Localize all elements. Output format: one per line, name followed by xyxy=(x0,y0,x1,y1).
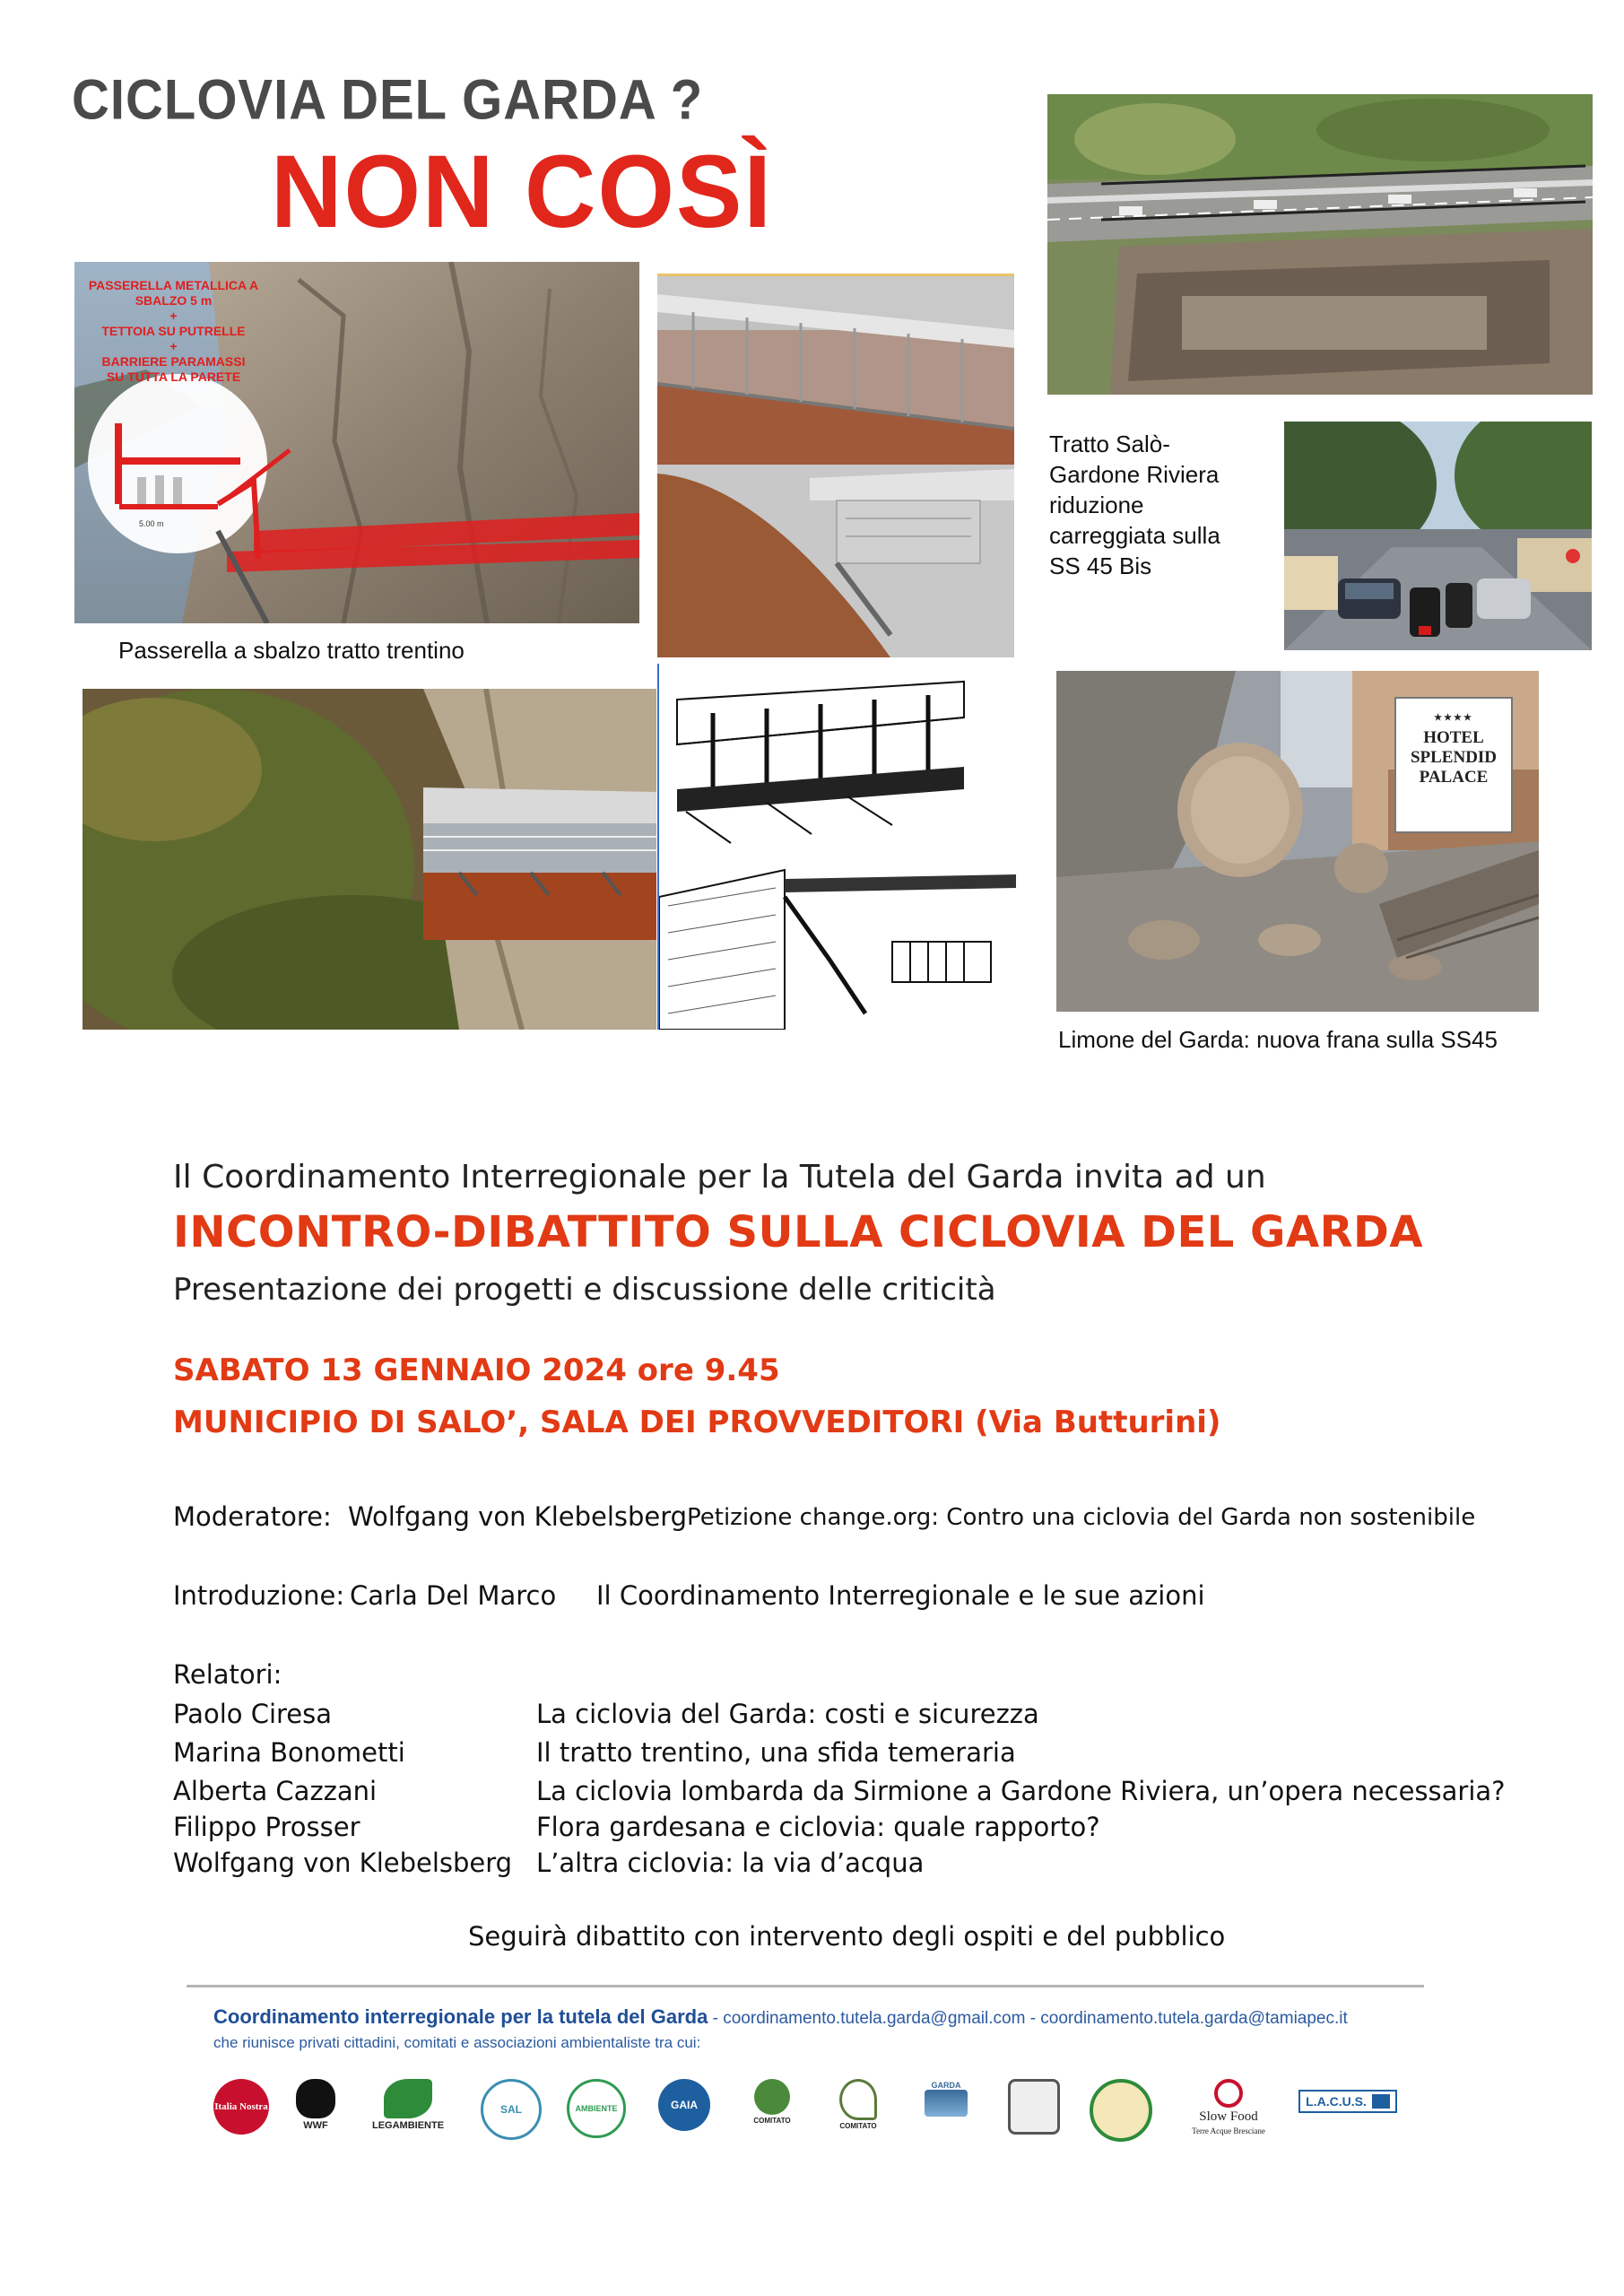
italia-nostra-logo xyxy=(210,2079,273,2135)
slow-food-logo xyxy=(1175,2079,1282,2135)
snail-icon xyxy=(1214,2079,1243,2108)
sal-logo xyxy=(480,2079,543,2140)
event-date: SABATO 13 GENNAIO 2024 ore 9.45 xyxy=(173,1352,780,1388)
render-walkway-photo xyxy=(657,274,1014,657)
garda-sostenibile-logo xyxy=(915,2079,977,2117)
poster-question-title: CICLOVIA DEL GARDA ? xyxy=(72,68,704,132)
gaia-mark: GAIA xyxy=(658,2079,710,2131)
overlay-line-5: SU TUTTA LA PARETE xyxy=(106,370,241,384)
footer-divider xyxy=(187,1985,1424,1987)
overlay-line-1: PASSERELLA METALLICA A xyxy=(88,278,259,292)
overlay-line-4: BARRIERE PARAMASSI xyxy=(101,354,246,369)
invite-line: Il Coordinamento Interregionale per la Tutela del Garda invita ad un xyxy=(173,1159,1266,1196)
speaker-name: Alberta Cazzani xyxy=(173,1776,378,1806)
speakers-label: Relatori: xyxy=(173,1659,282,1690)
footer-emails[interactable]: - coordinamento.tutela.garda@gmail.com - coordinamento.tutela.garda@tamiapec.it xyxy=(708,2009,1348,2028)
technical-drawing xyxy=(657,664,1016,1030)
hotel-sign-stars: ★★★★ xyxy=(1434,713,1473,723)
garda-ambiente-mark: AMBIENTE xyxy=(567,2079,626,2138)
swirl-icon xyxy=(839,2079,877,2120)
association-logo xyxy=(1003,2079,1065,2135)
svg-text:5.00 m: 5.00 m xyxy=(139,519,164,528)
intro-name: Carla Del Marco xyxy=(350,1580,557,1611)
wave-icon xyxy=(925,2090,968,2117)
speaker-topic: La ciclovia lombarda da Sirmione a Gardone Riviera, un’opera necessaria? xyxy=(536,1776,1506,1806)
moderator-label: Moderatore: xyxy=(173,1501,332,1532)
speaker-topic: Il tratto trentino, una sfida temeraria xyxy=(536,1737,1016,1768)
wwf-logo xyxy=(289,2079,343,2131)
garda-ambiente-logo xyxy=(565,2079,628,2138)
garda-sostenibile-label: GARDA xyxy=(931,2081,961,2090)
footer-organization-name: Coordinamento interregionale per la tutela del Garda xyxy=(213,2005,708,2028)
leaf-icon xyxy=(384,2079,432,2118)
event-location: MUNICIPIO DI SALO’, SALA DEI PROVVEDITORI (Via Butturini) xyxy=(173,1405,1221,1440)
italia-nostra-mark: Italia Nostra xyxy=(213,2079,269,2135)
sal-mark: SAL xyxy=(481,2079,542,2140)
tree-icon xyxy=(754,2079,790,2115)
comitato-sviluppo-label: COMITATO xyxy=(839,2122,877,2130)
slow-food-label: Slow Food xyxy=(1199,2109,1258,2124)
lacus-label: L.A.C.U.S. xyxy=(1306,2094,1367,2109)
footer-subtitle: che riunisce privati cittadini, comitati e associazioni ambientaliste tra cui: xyxy=(213,2034,701,2051)
forest-walkway-photo xyxy=(83,689,656,1030)
hotel-sign xyxy=(1395,709,1512,787)
event-subheading: Presentazione dei progetti e discussione delle criticità xyxy=(173,1272,996,1308)
caption-trentino: Passerella a sbalzo tratto trentino xyxy=(118,637,465,664)
speaker-topic: La ciclovia del Garda: costi e sicurezza xyxy=(536,1699,1039,1729)
hotel-sign-line-1: HOTEL xyxy=(1423,728,1484,747)
lacus-logo xyxy=(1298,2090,1397,2113)
overlay-plus-1: + xyxy=(169,309,178,323)
badge-icon xyxy=(1008,2079,1060,2135)
moderator-name: Wolfgang von Klebelsberg xyxy=(348,1501,688,1532)
comitato-sviluppo-logo xyxy=(827,2079,890,2130)
speaker-name: Marina Bonometti xyxy=(173,1737,405,1768)
poster-main-title: NON COSÌ xyxy=(271,133,773,250)
aerial-road-photo xyxy=(1047,94,1593,395)
footer-organization xyxy=(213,2005,1348,2029)
intro-topic: Il Coordinamento Interregionale e le sue azioni xyxy=(596,1580,1205,1611)
cliff-overlay-caption xyxy=(86,278,261,385)
speaker-name: Paolo Ciresa xyxy=(173,1699,333,1729)
caption-salo: Tratto Salò- Gardone Riviera riduzione carreggiata sulla SS 45 Bis xyxy=(1049,430,1220,579)
overlay-line-2: SBALZO 5 m xyxy=(135,293,213,308)
hotel-sign-line-2: SPLENDID xyxy=(1410,748,1498,767)
legambiente-logo xyxy=(359,2079,457,2131)
event-headline: INCONTRO-DIBATTITO SULLA CICLOVIA DEL GARDA xyxy=(173,1207,1424,1257)
wwf-label: WWF xyxy=(303,2120,328,2131)
overlay-plus-2: + xyxy=(169,339,178,353)
speaker-topic: L’altra ciclovia: la via d’acqua xyxy=(536,1848,925,1878)
street-traffic-photo xyxy=(1284,422,1592,650)
lacus-mark-icon xyxy=(1372,2094,1390,2109)
speaker-name: Filippo Prosser xyxy=(173,1812,360,1842)
speaker-name: Wolfgang von Klebelsberg xyxy=(173,1848,513,1878)
gaia-logo xyxy=(653,2079,716,2131)
slow-food-sub: Terre Acque Bresciane xyxy=(1192,2126,1265,2135)
speaker-topic: Flora gardesana e ciclovia: quale rapporto? xyxy=(536,1812,1100,1842)
caption-limone: Limone del Garda: nuova frana sulla SS45 xyxy=(1058,1026,1498,1053)
lake-icon xyxy=(1090,2079,1152,2142)
panda-icon xyxy=(296,2079,335,2118)
comitato-salvaguardia-label: COMITATO xyxy=(753,2117,791,2125)
overlay-line-3: TETTOIA SU PUTRELLE xyxy=(101,324,246,338)
legambiente-label: LEGAMBIENTE xyxy=(371,2120,445,2131)
intro-label: Introduzione: xyxy=(173,1580,345,1611)
closing-note: Seguirà dibattito con intervento degli ospiti e del pubblico xyxy=(468,1921,1226,1952)
moderator-topic: Petizione change.org: Contro una ciclovia del Garda non sostenibile xyxy=(687,1504,1476,1531)
lakeside-logo xyxy=(1085,2079,1157,2142)
comitato-salvaguardia-logo xyxy=(741,2079,803,2125)
hotel-sign-line-3: PALACE xyxy=(1419,768,1489,787)
